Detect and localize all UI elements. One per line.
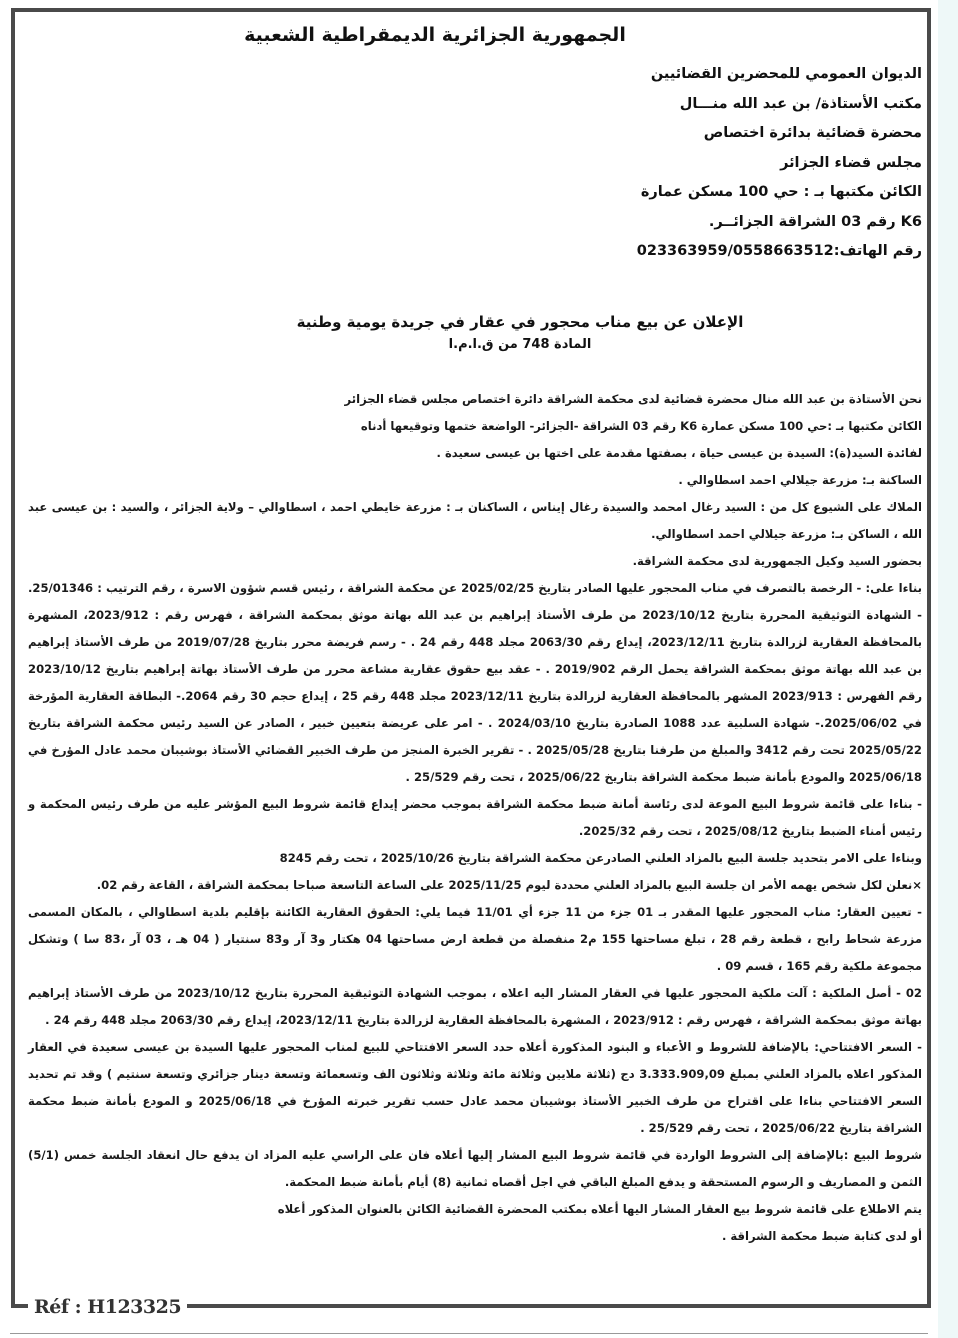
- body-paragraph: لفائدة السيد(ة): السيدة بن عيسى حياة ، بصفتها مقدمة على اختها بن عيسى سعيدة .: [436, 445, 922, 460]
- announcement-body: [28, 386, 922, 1250]
- body-paragraph: - السعر الافتتاحي: بالإضافة للشروط و الأعباء و البنود المذكورة أعلاه حدد السعر الافتتاحي للبيع لمناب المحجور عليها السيدة بن عيسى سعيدة في العقار المذكور اعلاه بالمزاد العلني بمبلغ 3.333.909,09 دج (ثلاثة ملايين وثلاثة مائة وثلاثة وثلاثون الف وتسعمائة وتسعة دينار جزائري وتسعة سنتيم ) وقد تم تحديد السعر الافتتاحي بناءا على اقتراح من طرف الخبير الأستاذ بوشيبان محمد عادل حسب تقرير خبرته المؤرخ في 2025/06/18 و المودع بأمانة ضبط محكمة الشراقة بتاريخ 2025/06/22 ، تحت رقم 25/529 .: [28, 1039, 922, 1135]
- body-paragraph: الساكنة بـ: مزرعة جيلالي احمد اسطاوالي .: [678, 472, 922, 487]
- body-paragraph: ×نعلن لكل شخص يهمه الأمر ان جلسة البيع بالمزاد العلني محددة ليوم 2025/11/25 على الساعة التاسعة صباحا بمحكمة الشراقة ، القاعة رقم 02.: [96, 877, 922, 892]
- body-paragraph: أو لدى كتابة ضبط محكمة الشراقة .: [721, 1228, 922, 1243]
- announcement-title: الإعلان عن بيع مناب محجور في عقار في جريدة يومية وطنية: [296, 312, 744, 331]
- document-content: [28, 18, 922, 1250]
- body-paragraph: شروط البيع :بالإضافة إلى الشروط الواردة في قائمة شروط البيع المشار إليها أعلاه فان على الراسي عليه المزاد ان يدفع حال انعقاد الجلسة خمس (5/1) الثمن و المصاريف و الرسوم المستحقة و يدفع المبلغ الباقي في اجل أقصاه ثمانية (8) أيام بأمانة ضبط المحكمة.: [28, 1147, 922, 1189]
- bottom-rule: [10, 1333, 928, 1334]
- announcement-subtitle: المادة 748 من ق.ا.م.ا: [448, 336, 592, 352]
- office-line: الديوان العمومي للمحضرين القضائيين: [650, 66, 922, 82]
- body-paragraph: الملاك على الشيوع كل من : السيد رغال امحمد والسيدة رغال إيناس ، الساكنان بـ : مزرعة خايطي احمد ، اسطاوالي – ولاية الجزائر ، والسيد : بن عيسى عبد الله ، الساكن بـ: مزرعة جيلالي احمد اسطاوالي.: [28, 499, 922, 541]
- body-paragraph: الكائن مكتبها بـ :حي 100 مسكن عمارة K6 رقم 03 الشراقة -الجزائر- الواضعة ختمها وتوقيعها أدناه: [360, 418, 922, 433]
- office-line: مجلس قضاء الجزائر: [780, 154, 922, 171]
- country-title: الجمهورية الجزائرية الديمقراطية الشعبية: [244, 24, 626, 46]
- body-paragraph: بحضور السيد وكيل الجمهورية لدى محكمة الشراقة.: [632, 553, 922, 568]
- body-paragraph: نحن الأستاذة بن عبد الله منال محضرة قضائية لدى محكمة الشراقة دائرة اختصاص مجلس قضاء الجزائر: [344, 391, 922, 406]
- body-paragraph: - تعيين العقار: مناب المحجور عليها المقدر بـ 01 جزء من 11 جزء أي 11/01 فيما يلي: الحقوق العقارية الكائنة بإقليم بلدية اسطاوالي ، بالمكان المسمى مزرعة شحاط رابح ، قطعة رقم 28 ، تبلغ مساحتها 155 م2 منفصلة من قطعة ارض مساحتها 04 هكتار و3 آر و83 سنتيار ( 04 هـ ، 03 آر ،83 سا ) وتشكل مجموعة ملكية رقم 165 ، قسم 09 .: [28, 904, 922, 973]
- office-line: K6 رقم 03 الشراقة الجزائــر.: [708, 213, 922, 230]
- office-line: محضرة قضائية بدائرة اختصاص: [703, 125, 922, 141]
- office-phone: رقم الهاتف:023363959/0558663512: [636, 243, 922, 259]
- body-paragraph: - بناءا على قائمة شروط البيع الموعة لدى رئاسة أمانة ضبط محكمة الشراقة بموجب محضر إيداع قائمة شروط البيع المؤشر عليه من طرف رئيس المحكمة و رئيس أمناء الضبط بتاريخ 2025/08/12 ، تحت رقم 2025/32.: [28, 796, 922, 838]
- body-paragraph: يتم الاطلاع على قائمة شروط بيع العقار المشار اليها أعلاه بمكتب المحضرة القضائية الكائن بالعنوان المذكور أعلاه: [277, 1201, 922, 1216]
- body-paragraph: بناءا على: - الرخصة بالتصرف في مناب المحجور عليها الصادر بتاريخ 2025/02/25 عن محكمة الشراقة ، رئيس قسم شؤون الاسرة ، رقم الترتيب : 25/01346. - الشهادة التوثيقية المحررة بتاريخ 2023/10/12 من طرف الأستاذ إبراهيم بن عبد الله بهاتة موثق بمحكمة الشراقة ، فهرس رقم : 2023/912، المشهرة بالمحافظة العقارية لزرالدة بتاريخ 2023/12/11، إيداع رقم 2063/30 مجلد 448 رقم 24 . - رسم فريضة محرر بتاريخ 2019/07/28 من طرف الأستاذ إبراهيم بن عبد الله بهاتة موثق بمحكمة الشراقة يحمل الرقم 2019/902 . - عقد بيع حقوق عقارية مشاعة محرر من طرف الأستاذ بهاتة إبراهيم بتاريخ 2023/10/12 رقم الفهرس : 2023/913 المشهر بالمحافظة العقارية لزرالدة بتاريخ 2023/12/11 مجلد 448 رقم 25 ، إيداع حجم 30 رقم 2064.- البطاقة العقارية المؤرخة في 2025/06/02.- شهادة السلبية عدد 1088 الصادرة بتاريخ 2024/03/10 . - امر على عريضة بتعيين خبير ، الصادر عن السيد رئيس محكمة الشراقة بتاريخ 2025/05/22 تحت رقم 3412 والمبلغ من طرفنا بتاريخ 2025/05/28 . - تقرير الخبرة المنجز من طرف الخبير القضائي الأستاذ بوشيبان محمد عادل المؤرخ في 2025/06/18 والمودع بأمانة ضبط محكمة الشراقة بتاريخ 2025/06/22 ، تحت رقم 25/529 .: [28, 580, 923, 784]
- office-line: مكتب الأستاذة/ بن عبد الله منـــال: [679, 95, 922, 112]
- office-block: [28, 60, 922, 267]
- reference-label: Réf : H123325: [28, 1296, 187, 1318]
- office-line: الكائن مكتبها بـ : حي 100 مسكن عمارة: [640, 184, 922, 200]
- page-edge-strip: [938, 0, 958, 1338]
- body-paragraph: 02 - أصل الملكية : آلت ملكية المحجور عليها في العقار المشار اليه اعلاه ، بموجب الشهادة التوثيقية المحررة بتاريخ 2023/10/12 من طرف الأستاذ إبراهيم بهاتة موثق بمحكمة الشراقة ، فهرس رقم : 2023/912 ، المشهرة بالمحافظة العقارية لزرالدة بتاريخ 2023/12/11، إيداع رقم 2063/30 مجلد 448 رقم 24 .: [28, 985, 922, 1027]
- body-paragraph: وبناءا على الامر بتحديد جلسة البيع بالمزاد العلني الصادرعن محكمة الشراقة بتاريخ 2025/10/26 ، تحت رقم 8245: [279, 850, 922, 865]
